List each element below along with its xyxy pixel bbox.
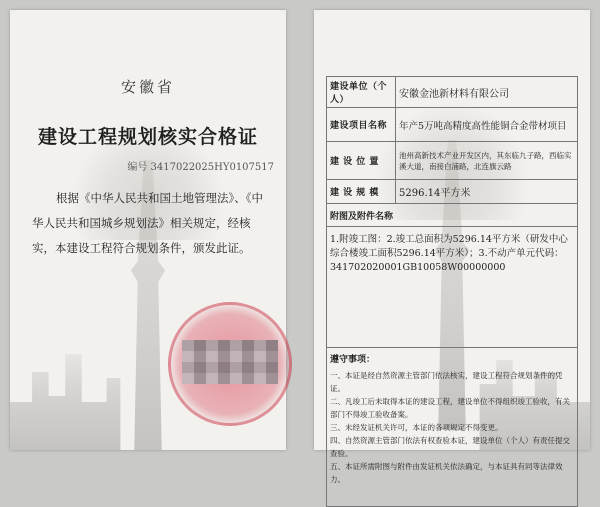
scale-label: 建 设 规 模	[327, 180, 396, 204]
certificate-number	[127, 158, 274, 173]
attachments-label: 附图及附件名称	[327, 204, 578, 227]
scale-value: 5296.14平方米	[396, 180, 578, 204]
table-row	[327, 180, 578, 204]
attachments-text: 1.附竣工图：2.竣工总面积为5296.14平方米（研发中心综合楼竣工面积5296.14平方米）；3.不动产单元代码：341702020001GB10058W00000000	[327, 227, 578, 348]
table-row	[327, 77, 578, 108]
table-row	[327, 142, 578, 180]
table-row	[327, 204, 578, 227]
notes-section	[327, 348, 578, 507]
project-details-table	[326, 76, 578, 507]
note-item: 四、自然资源主管部门依法有权查验本证，建设单位（个人）有责任提交查验。	[330, 436, 570, 458]
seal-redaction-mosaic	[182, 340, 278, 384]
table-row	[327, 227, 578, 348]
notes-title: 遵守事项：	[330, 355, 376, 365]
location-label: 建 设 位 置	[327, 142, 396, 180]
project-name-value: 年产5万吨高精度高性能铜合金带材项目	[396, 108, 578, 142]
certificate-title: 建设工程规划核实合格证	[37, 126, 258, 148]
note-item: 二、凡竣工后未取得本证的建设工程，建设单位不得组织竣工验收，有关部门不得竣工验收备案。	[330, 397, 570, 419]
certificate-number-value: 3417022025HY0107517	[150, 162, 274, 173]
certificate-cover-page	[10, 10, 286, 450]
project-name-label: 建设项目名称	[327, 108, 396, 142]
developer-value: 安徽金池新材料有限公司	[396, 77, 578, 108]
note-item: 三、未经发证机关许可，本证的各项规定不得变更。	[330, 423, 503, 432]
table-row	[327, 108, 578, 142]
note-item: 五、本证所需附图与附件由发证机关依法确定，与本证具有同等法律效力。	[330, 462, 563, 484]
note-item: 一、本证是经自然资源主管部门依法核实，建设工程符合规划条件的凭证。	[330, 371, 563, 393]
certificate-number-label: 编号	[127, 162, 148, 173]
location-value: 池州高新技术产业开发区内，其东临九子路，西临实溪大道，南接白浦路，北连旗云路	[396, 142, 578, 180]
table-row	[327, 348, 578, 507]
developer-label: 建设单位（个人）	[327, 77, 396, 108]
certificate-statement: 根据《中华人民共和国土地管理法》、《中华人民共和国城乡规划法》相关规定，经核实，本建设工程符合规划条件，颁发此证。	[32, 191, 263, 255]
province-name: 安徽省	[120, 78, 175, 96]
certificate-details-page	[314, 10, 590, 484]
